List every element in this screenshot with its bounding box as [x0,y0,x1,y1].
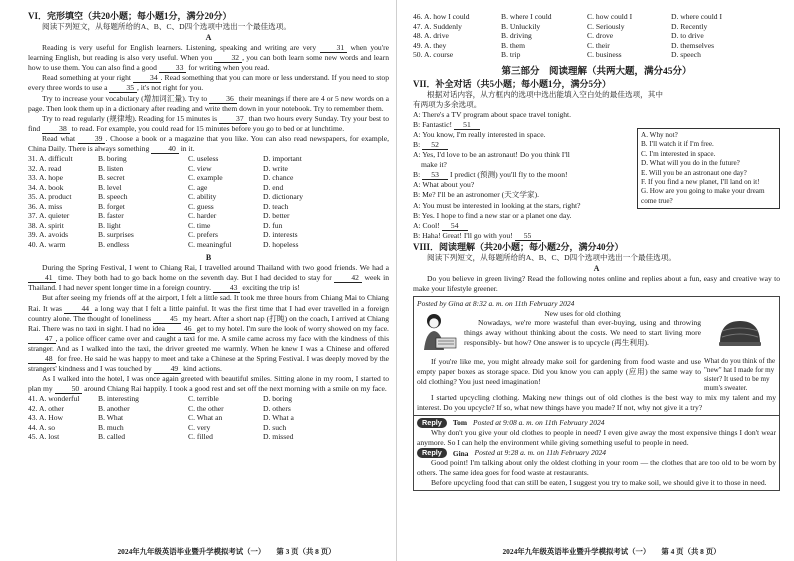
reply-text: Why don't you give your old clothes to people in need? I even give away the most expensive things I don't wear anymore. So I can help the environment while giving something useful to people in need. [417,427,776,447]
option[interactable]: B. surprises [98,230,134,240]
option[interactable]: B. forget [98,201,125,211]
option[interactable]: C. the other [188,403,224,413]
forum-replies [413,416,780,491]
reply-button[interactable]: Reply [417,418,447,428]
option[interactable]: C. their [587,40,610,50]
option[interactable]: C. time [188,220,211,230]
post-subtitle: New uses for old clothing [544,308,621,318]
box-option[interactable]: D. What will you do in the future? [641,159,740,168]
options-31-40 [28,154,389,249]
option[interactable]: C. drove [587,31,614,40]
option[interactable]: D. missed [263,432,294,442]
forum-post-gina [413,296,780,416]
option[interactable]: C. business [587,50,622,59]
section-6-instructions: 阅读下列短文，从每题所给的A、B、C、D四个选项中选出一个最佳选项。 [42,22,291,31]
option[interactable]: 35. A. product [28,192,72,202]
option[interactable]: D. end [263,182,284,192]
hat-caption: What do you think of the "new" hat I made for my sister? It used to be my mum's sweater. [704,356,776,392]
page-4 [397,0,794,561]
option[interactable]: 43. A. How [28,413,64,423]
option[interactable]: B. speech [98,192,128,202]
section-8-instructions: 阅读下列短文，从每题所给的A、B、C、D四个选项中选出一个最佳选项。 [427,252,676,262]
box-option[interactable]: C. I'm interested in space. [641,149,716,158]
blank-50: 50 [55,385,83,394]
option[interactable]: C. Seriously [587,21,625,31]
option[interactable]: C. example [188,173,223,183]
reply-header: Posted at 9:08 a. m. on 11th February 2024 [472,418,605,428]
option[interactable]: C. age [188,182,208,192]
option[interactable]: D. fun [263,220,283,230]
option[interactable]: B. level [98,182,122,192]
option[interactable]: C. filled [188,432,213,442]
passage-a-paragraph-1: Reading is very useful for English learners. Listening, speaking and writing are very 31 when you're learning English, but reading is also very useful. When you 32 , you can both learn some new words and learn how to use them. You can also find a good 33 for writing when you read. [28,43,389,73]
section-6-title: VI．完形填空（共20小题；每小题1分，满分20分） [28,11,232,21]
option[interactable]: D. important [263,154,302,164]
reply-text: Good point! I'm talking about only the oldest clothing in your room — the clothes that are too old to be worn by others. The same idea goes for food waste at restaurants. [417,458,776,478]
option[interactable]: D. speech [671,50,701,59]
option[interactable]: B. secret [98,173,125,183]
option[interactable]: B. trip [501,50,521,59]
blank-39: 39 [78,135,106,144]
blank-41: 41 [28,274,56,283]
option[interactable]: B. listen [98,163,124,173]
option[interactable]: C. meaningful [188,239,232,249]
blank-34: 34 [133,74,161,83]
option[interactable]: B. interesting [98,394,139,404]
passage-a-label: A [205,33,212,43]
option[interactable]: C. terrible [188,394,219,404]
option[interactable]: B. Unluckily [501,21,541,31]
blank-46: 46 [167,325,195,334]
reply-button[interactable]: Reply [417,448,447,458]
option[interactable]: 33. A. hope [28,173,64,183]
blank-40: 40 [151,145,179,154]
option[interactable]: B. What [98,413,124,423]
blank-35: 35 [109,84,137,93]
dialog: A: There's a TV program about space travel tonight. B: Fantastic! 51 A: You know, I'm really interested in space. B: 52 A: Yes, I'd love to be an astronaut! Do you think I'll make it? B: 53 I predict (预测) you'll fly to the moon! A: What about you? B: Me? I'll be an astronomer (天文学家). A: You must be interested in looking at the stars, right? B: Yes. I hope to find a new star or a planet one day. A: Cool! 54 B: Haha! Great! I'll go with you! 55 [413,109,581,240]
option[interactable]: B. light [98,220,121,230]
woman-sewing-illustration [417,309,461,357]
blank-54: 54 [442,222,468,231]
option[interactable]: 31. A. difficult [28,154,73,164]
passage-b-paragraph-1: During the Spring Festival, I went to Chiang Rai, I travelled around Thailand with two good friends. We had a 41 time. They both had to go back home on the seventh day. But I had decided to stay for 42 week in Thailand. I had never spent longer time in a foreign country. 43 exciting the trip is! [28,263,390,293]
option[interactable]: C. how could I [587,12,633,21]
blank-44: 44 [64,305,92,314]
option[interactable]: D. Recently [671,21,708,31]
box-option[interactable]: E. Will you be an astronaut one day? [641,168,747,177]
passage-intro: Do you believe in green living? Read the following notes online and replies about a fun, easy and creative way to make your lifestyle greener. [413,274,780,294]
blank-31: 31 [320,44,348,53]
blank-36: 36 [209,95,237,104]
option[interactable]: D. such [263,422,287,432]
blank-45: 45 [153,315,181,324]
option[interactable]: 49. A. they [413,40,447,50]
option[interactable]: D. hopeless [263,239,299,249]
option[interactable]: D. What a [263,413,294,423]
option[interactable]: C. What an [188,413,223,423]
option[interactable]: D. where could I [671,12,723,21]
option[interactable]: B. boring [98,154,127,164]
option[interactable]: D. to drive [671,31,704,40]
option[interactable]: 41. A. wonderful [28,394,80,404]
passage-a-paragraph-3: Try to increase your vocabulary (增加词汇量). Try to 36 their meanings if there are 4 or 5 new words on a page. Then look them up in a dictionary after reading and write them down in your notebook. Try to remember them. [28,93,390,113]
option[interactable]: 32. A. read [28,163,62,173]
blank-33: 33 [159,64,187,73]
option[interactable]: D. others [263,403,291,413]
box-option[interactable]: A. Why not? [641,131,678,139]
box-option[interactable]: F. If you find a new planet, I'll land on it! [641,178,760,187]
option[interactable]: 46. A. how I could [413,12,470,21]
option[interactable]: C. prefers [188,230,218,240]
blank-53: 53 [422,171,448,180]
part-3-title: 第三部分 阅读理解（共两大题，满分45分） [501,66,692,77]
option[interactable]: B. driving [501,31,532,40]
option[interactable]: 42. A. other [28,403,64,413]
option[interactable]: 34. A. book [28,182,64,192]
option[interactable]: C. harder [188,211,217,221]
option[interactable]: C. ability [188,192,217,202]
passage-b-paragraph-2: But after seeing my friends off at the airport, I felt a little sad. It took me three hours from Chiang Mai to Chiang Rai. It was 44 a long way that I felt a little painful. It was the first time that I had ever travelled in a foreign country alone. The thought of loneliness 45 my heart. After a short nap (打盹) on the coach, I arrived at Chiang Rai. There was no taxi in sight. I had no idea 46 get to my hotel. I'm sure the look of worry showed on my face. 47 , a police officer came over and caught a taxi for me. A smile came across my face with the kindness of this stranger. And as I walked into the taxi, the driver greeted me warmly. When he knew I was a Chinese and offered 48 for free. He said he was happy to meet and take a Chinese at the Spring Festival. I was deeply moved by the strangers' kindness and I was touched by 49 kind actions. [28,293,390,374]
option[interactable]: D. themselves [671,40,715,50]
option[interactable]: B. much [98,422,124,432]
section-7-instructions: 根据对话内容，从方框内的选项中选出能填入空白处的最佳选项，其中有两项为多余选项。 [413,89,663,109]
passage-label: A [593,264,600,273]
option[interactable]: D. boring [263,394,293,404]
options-41-45 [28,394,389,442]
reply-author: Gina [452,448,469,458]
option[interactable]: D. chance [263,173,294,183]
blank-51: 51 [454,121,480,130]
option[interactable]: D. interests [263,230,298,240]
option[interactable]: 37. A. quieter [28,211,70,221]
hat-illustration [704,309,776,357]
option[interactable]: 45. A. lost [28,432,60,442]
reply-header: Posted at 9:28 a. m. on 11th February 2024 [474,448,606,458]
options-46-50 [413,12,780,60]
option[interactable]: 50. A. course [413,50,454,59]
option[interactable]: 38. A. spirit [28,220,64,230]
option[interactable]: D. dictionary [263,192,304,202]
option[interactable]: B. them [501,40,526,50]
post-header: Posted by Gina at 8:32 a. m. on 11th February 2024 [417,299,575,309]
passage-a-paragraph-2: Read something at your right 34 . Read something that you can more or less understand. If you need to stop every three words to use a 35 , it's not right for you. [28,73,389,93]
blank-43: 43 [213,284,241,293]
passage-b-paragraph-3: As I walked into the hotel, I was once again greeted with beautiful smiles. Sitting alone in my room, I started to plan my 50 around Chiang Rai happily. I took a good rest and set off the next morning with a smile on my face. [28,374,389,394]
option[interactable]: C. guess [188,201,214,211]
reply-author: Tom [452,418,467,428]
option[interactable]: 40. A. warm [28,239,66,249]
post-text-1: Nowadays, we're more wasteful than ever-buying, using and throwing things away without thinking about the costs. We need to start living more responsibly- but how? One answer is to upcycle (再生利用). [464,318,701,348]
option[interactable]: D. better [263,211,290,221]
blank-48: 48 [28,355,56,364]
page-footer: 2024年九年级英语毕业暨升学模拟考试（一） 第 3 页（共 8 页） [117,547,336,556]
options-box [637,128,780,209]
option[interactable]: C. view [188,163,212,173]
option[interactable]: 48. A. drive [413,31,449,40]
section-8-title: VIII．阅读理解（共20小题；每小题2分，满分40分） [413,241,624,252]
option[interactable]: C. very [188,422,211,432]
blank-37: 37 [219,115,247,124]
blank-32: 32 [214,54,242,63]
option[interactable]: B. called [98,432,125,442]
passage-a-paragraph-5: Read what 39 . Choose a book or a magazine that you like. You can also read newspapers, for example, China Daily. There is always something 40 in it. [28,133,390,154]
option[interactable]: B. where I could [501,12,552,21]
blank-55: 55 [515,232,541,241]
option[interactable]: D. write [263,163,288,173]
option[interactable]: B. endless [98,239,130,249]
reply-text: Before upcycling food that can still be eaten, I suggest you try to make soil, we should give it to those in need. [431,478,767,488]
blank-49: 49 [154,365,182,374]
blank-42: 42 [334,274,362,283]
passage-b-label: B [205,253,212,263]
option[interactable]: C. useless [188,154,219,164]
box-option[interactable]: G. How are you going to make your dream come true? [641,187,765,205]
option[interactable]: 39. A. avoids [28,230,69,240]
option[interactable]: D. teach [263,201,289,211]
post-text-2: If you're like me, you might already make soil for gardening from food waste and use empty paper boxes as storage space. Did you know you can apply (应用) the same way to old clothing? You just need imagination! [417,356,701,386]
box-option[interactable]: B. I'll watch it if I'm free. [641,140,714,149]
post-text-3: I started upcycling clothing. Making new things out of old clothes is the best way to mix my talent and my interest. Do you upcycle? If so, what new things have you made? If not, why not give it a try? [417,392,776,412]
blank-38: 38 [42,125,70,134]
section-7-title: VII．补全对话（共5小题；每小题1分，满分5分） [413,78,612,89]
page-footer: 2024年九年级英语毕业暨升学模拟考试（一） 第 4 页（共 8 页） [502,547,721,556]
passage-a-paragraph-4: Try to read regularly (规律地). Reading for 15 minutes is 37 than two hours every Sunday. Try your best to find 38 to read. For example, you could read for 15 minutes before you go to bed or at lunchtime. [28,113,390,133]
option[interactable]: B. another [98,403,130,413]
option[interactable]: 44. A. so [28,422,56,432]
option[interactable]: 47. A. Suddenly [413,21,462,31]
blank-52: 52 [422,141,448,150]
option[interactable]: 36. A. miss [28,201,63,211]
blank-47: 47 [28,335,56,344]
option[interactable]: B. faster [98,211,124,221]
